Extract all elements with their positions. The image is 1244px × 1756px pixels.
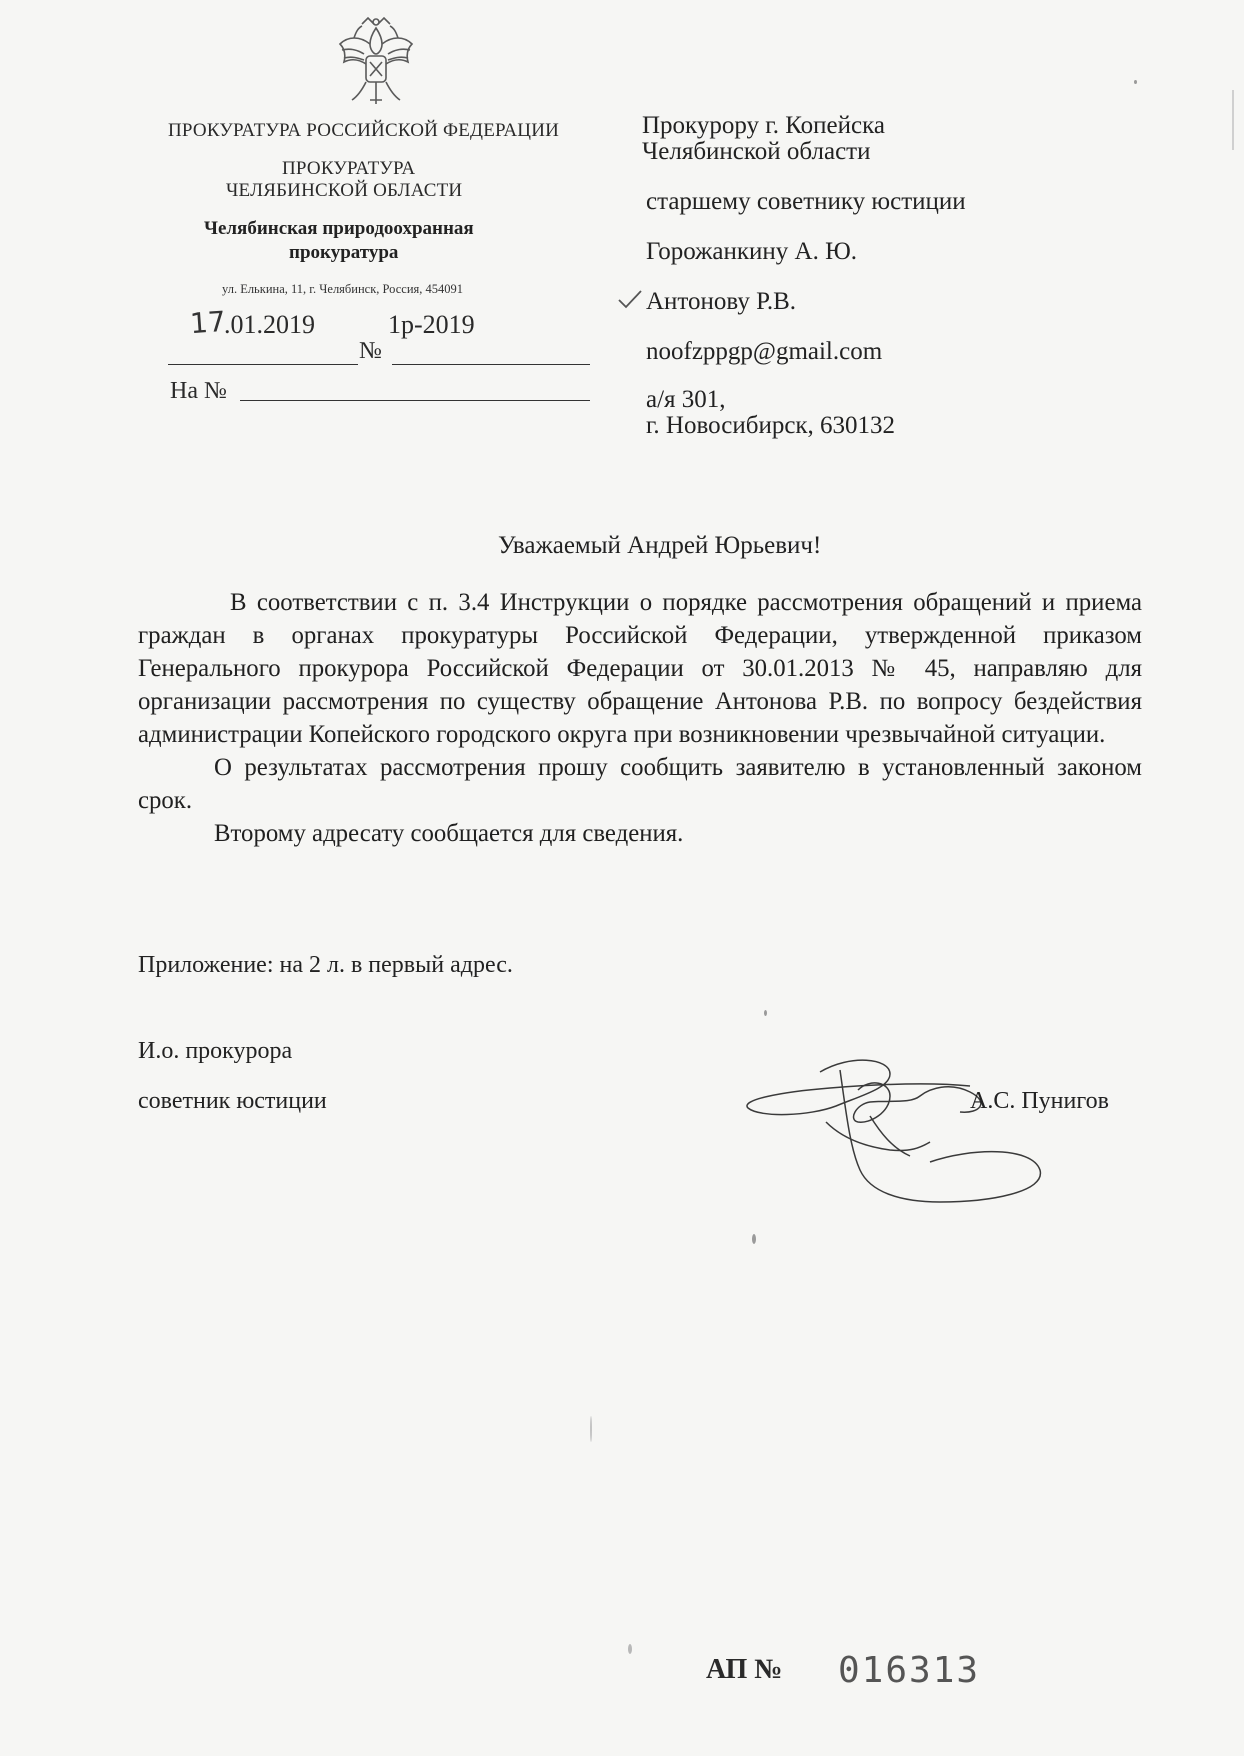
letterhead-org-line4: Челябинская природоохранная (204, 218, 474, 239)
reply-to-label: На № (170, 378, 227, 404)
signer-position-line2: советник юстиции (138, 1088, 327, 1114)
body-paragraph-3: Второму адресату сообщается для сведения. (214, 820, 684, 847)
body-paragraph-1: В соответствии с п. 3.4 Инструкции о порядке рассмотрения обращений и приема граждан в органах прокуратуры Российской Федерации, утвержденной приказом Генерального прокурора Российской Федерации от 30.01.2013 № 45, направляю для организации рассмотрения по существу обращение Антонова Р.В. по вопросу бездействия администрации Копейского городского округа при возникновении чрезвычайной ситуации. (138, 589, 1142, 748)
signer-name: А.С. Пунигов (970, 1088, 1109, 1114)
scan-speck (752, 1234, 756, 1244)
scan-speck (628, 1644, 632, 1654)
scan-speck (590, 1416, 592, 1442)
letter-date: .01.2019 (224, 310, 315, 339)
letterhead-org-line1: ПРОКУРАТУРА РОССИЙСКОЙ ФЕДЕРАЦИИ (168, 120, 560, 141)
letter-body (138, 586, 1142, 850)
addressee-city: г. Новосибирск, 630132 (646, 412, 896, 439)
body-paragraph-2: О результатах рассмотрения прошу сообщить заявителю в установленный законом срок. (138, 754, 1142, 814)
serial-label: АП № (706, 1654, 783, 1685)
signer-position-line1: И.о. прокурора (138, 1038, 293, 1064)
scan-speck (764, 1010, 767, 1016)
coat-of-arms-emblem (332, 14, 420, 110)
attachment-note: Приложение: на 2 л. в первый адрес. (138, 952, 513, 978)
letterhead-address: ул. Елькина, 11, г. Челябинск, Россия, 454091 (222, 282, 464, 296)
registration-number: 1р-2019 (388, 310, 475, 339)
date-day-handwritten: 17 (188, 304, 227, 341)
reply-to-underline (240, 400, 590, 401)
addressee-line1: Прокурору г. Копейска (642, 112, 885, 139)
addressee-po-box: а/я 301, (646, 386, 726, 413)
addressee-line5: Антонову Р.В. (646, 288, 797, 315)
number-underline (392, 364, 590, 365)
handwritten-checkmark-icon (617, 288, 643, 310)
letterhead-org-line2: ПРОКУРАТУРА (282, 158, 416, 179)
greeting: Уважаемый Андрей Юрьевич! (498, 532, 822, 559)
number-sign: № (359, 338, 382, 364)
letterhead-org-line3: ЧЕЛЯБИНСКОЙ ОБЛАСТИ (226, 180, 463, 201)
scan-edge-line (1232, 90, 1234, 150)
handwritten-signature (740, 1052, 1050, 1210)
addressee-line4: Горожанкину А. Ю. (646, 238, 858, 265)
addressee-email: noofzppgp@gmail.com (646, 338, 883, 365)
scan-speck (1134, 80, 1137, 84)
addressee-line2: Челябинской области (642, 138, 871, 165)
addressee-line3: старшему советнику юстиции (646, 188, 966, 215)
serial-number: 016313 (838, 1650, 981, 1691)
date-underline (168, 364, 358, 365)
letterhead-org-line5: прокуратура (289, 242, 399, 263)
